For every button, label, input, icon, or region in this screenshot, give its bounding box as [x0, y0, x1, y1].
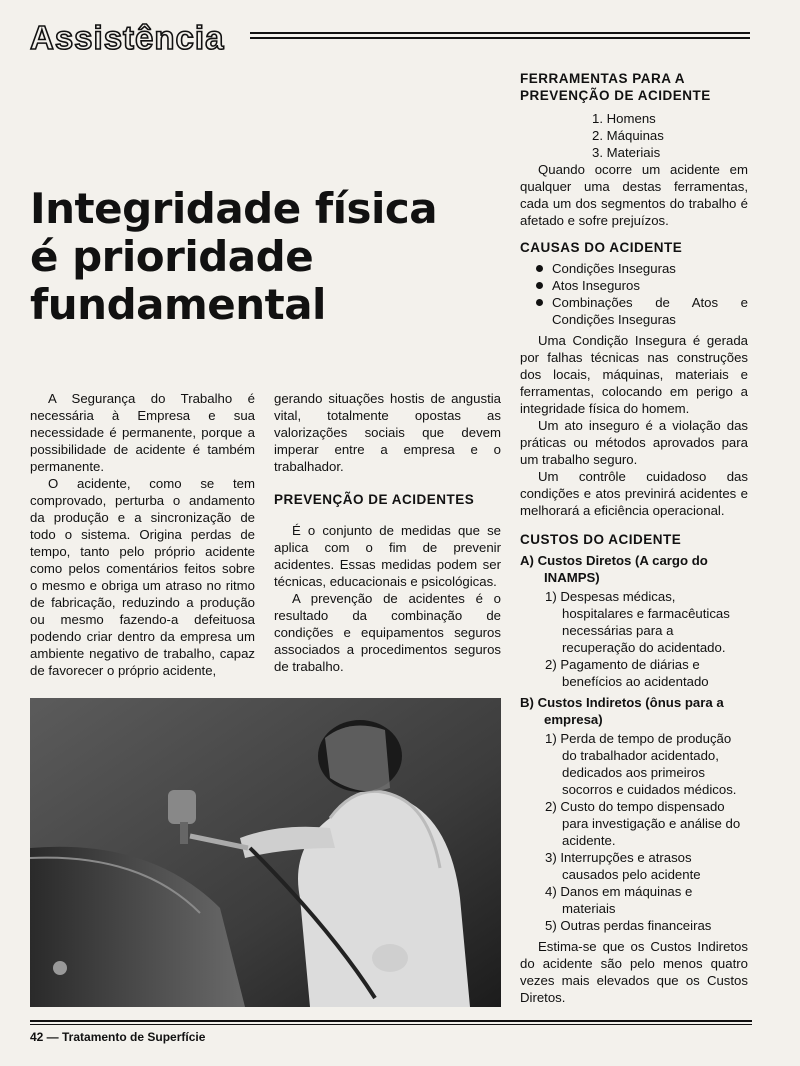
paragraph: Uma Condição Insegura é gerada por falhas técnicas nas construções dos locais, máquinas, materiais e ferramentas, colocando em perigo a integridade física do homem.: [520, 333, 748, 416]
article-column-3: [520, 70, 748, 1006]
paragraph: É o conjunto de medidas que se aplica com o fim de prevenir acidentes. Essas medidas podem ser técnicas, educacionais e psicológicas.: [274, 523, 501, 589]
footer-rule: [30, 1024, 752, 1025]
article-column-1: [30, 390, 255, 679]
indirect-costs: [520, 694, 748, 934]
article-photo: [30, 698, 501, 1007]
indirect-costs-list: [520, 730, 748, 934]
list-item: 2) Custo do tempo dispensado para investigação e análise do acidente.: [545, 799, 741, 848]
article-column-2: [274, 390, 501, 675]
paragraph: A Segurança do Trabalho é necessária à Empresa e sua necessidade é permanente, porque a possibilidade de acidente é também permanente.: [30, 391, 255, 474]
page-footer: 42 — Tratamento de Superfície: [30, 1030, 206, 1044]
prevention-heading: PREVENÇÃO DE ACIDENTES: [274, 492, 475, 507]
headline: [30, 185, 470, 329]
direct-costs: [520, 552, 748, 690]
paragraph: gerando situações hostis de angustia vital, totalmente opostas as valorizações sociais que devem imperar entre a empresa e o trabalhador.: [274, 391, 501, 474]
paragraph: Quando ocorre um acidente em qualquer uma destas ferramentas, cada um dos segmentos do trabalho é afetado e sofre prejuízos.: [520, 162, 748, 228]
causes-heading: CAUSAS DO ACIDENTE: [520, 240, 683, 255]
list-item: Combinações de Atos e Condições Inseguras: [536, 294, 748, 328]
header-rule: [250, 32, 750, 42]
list-item: 1) Despesas médicas, hospitalares e farmacêuticas necessárias para a recuperação do acidentado.: [545, 589, 730, 655]
paragraph: Um ato inseguro é a violação das práticas ou métodos aprovados para um trabalho seguro.: [520, 418, 748, 467]
headline-line: fundamental: [30, 280, 326, 329]
causes-list: [520, 260, 748, 328]
footer-rule: [30, 1020, 752, 1022]
section-title: Assistência: [30, 19, 225, 56]
tools-heading: FERRAMENTAS PARA A PREVENÇÃO DE ACIDENTE: [520, 71, 711, 103]
list-item: 2) Pagamento de diárias e benefícios ao acidentado: [545, 657, 709, 689]
direct-costs-list: [520, 588, 748, 690]
spray-painter-illustration: [30, 698, 501, 1007]
list-item: 1) Perda de tempo de produção do trabalhador acidentado, dedicados aos primeiros socorros e cuidados médicos.: [545, 731, 737, 797]
list-item: Condições Inseguras: [536, 260, 748, 277]
paragraph: O acidente, como se tem comprovado, perturba o andamento da produção e a sincronização de todo o sistema. Origina perdas de tempo, tanto pelo próprio acidente como pelos comentários feitos sobre o mesmo e obriga um atraso no ritmo de fabricação, reduzindo a produção ou mesmo fazendo-a defeituosa podendo criar dentro da empresa um ambiente negativo de trabalho, capaz de favorecer o próprio acidente,: [30, 476, 255, 678]
section-header: [30, 18, 224, 58]
list-item: 2. Máquinas: [592, 128, 664, 143]
headline-line: é prioridade: [30, 232, 314, 281]
bullet-icon: [536, 299, 543, 306]
paragraph: Um contrôle cuidadoso das condições e atos previnirá acidentes e melhorará a eficiência operacional.: [520, 469, 748, 518]
indirect-costs-heading: B) Custos Indiretos (ônus para a empresa): [520, 695, 724, 727]
list-item: 4) Danos em máquinas e materiais: [545, 884, 693, 916]
headline-line: Integridade física: [30, 184, 438, 233]
bullet-icon: [536, 282, 543, 289]
list-item: 3) Interrupções e atrasos causados pelo acidente: [545, 850, 701, 882]
paragraph: Estima-se que os Custos Indiretos do acidente são pelo menos quatro vezes mais elevados que os Custos Diretos.: [520, 939, 748, 1005]
list-item: 1. Homens: [592, 111, 656, 126]
tools-list: [520, 110, 748, 161]
list-item: Atos Inseguros: [536, 277, 748, 294]
list-item: 3. Materiais: [592, 145, 661, 160]
paragraph: A prevenção de acidentes é o resultado da combinação de condições e equipamentos seguros associados a procedimentos seguros de trabalho.: [274, 591, 501, 674]
list-item: 5) Outras perdas financeiras: [545, 918, 712, 933]
bullet-icon: [536, 265, 543, 272]
costs-heading: CUSTOS DO ACIDENTE: [520, 532, 682, 547]
direct-costs-heading: A) Custos Diretos (A cargo do INAMPS): [520, 553, 708, 585]
